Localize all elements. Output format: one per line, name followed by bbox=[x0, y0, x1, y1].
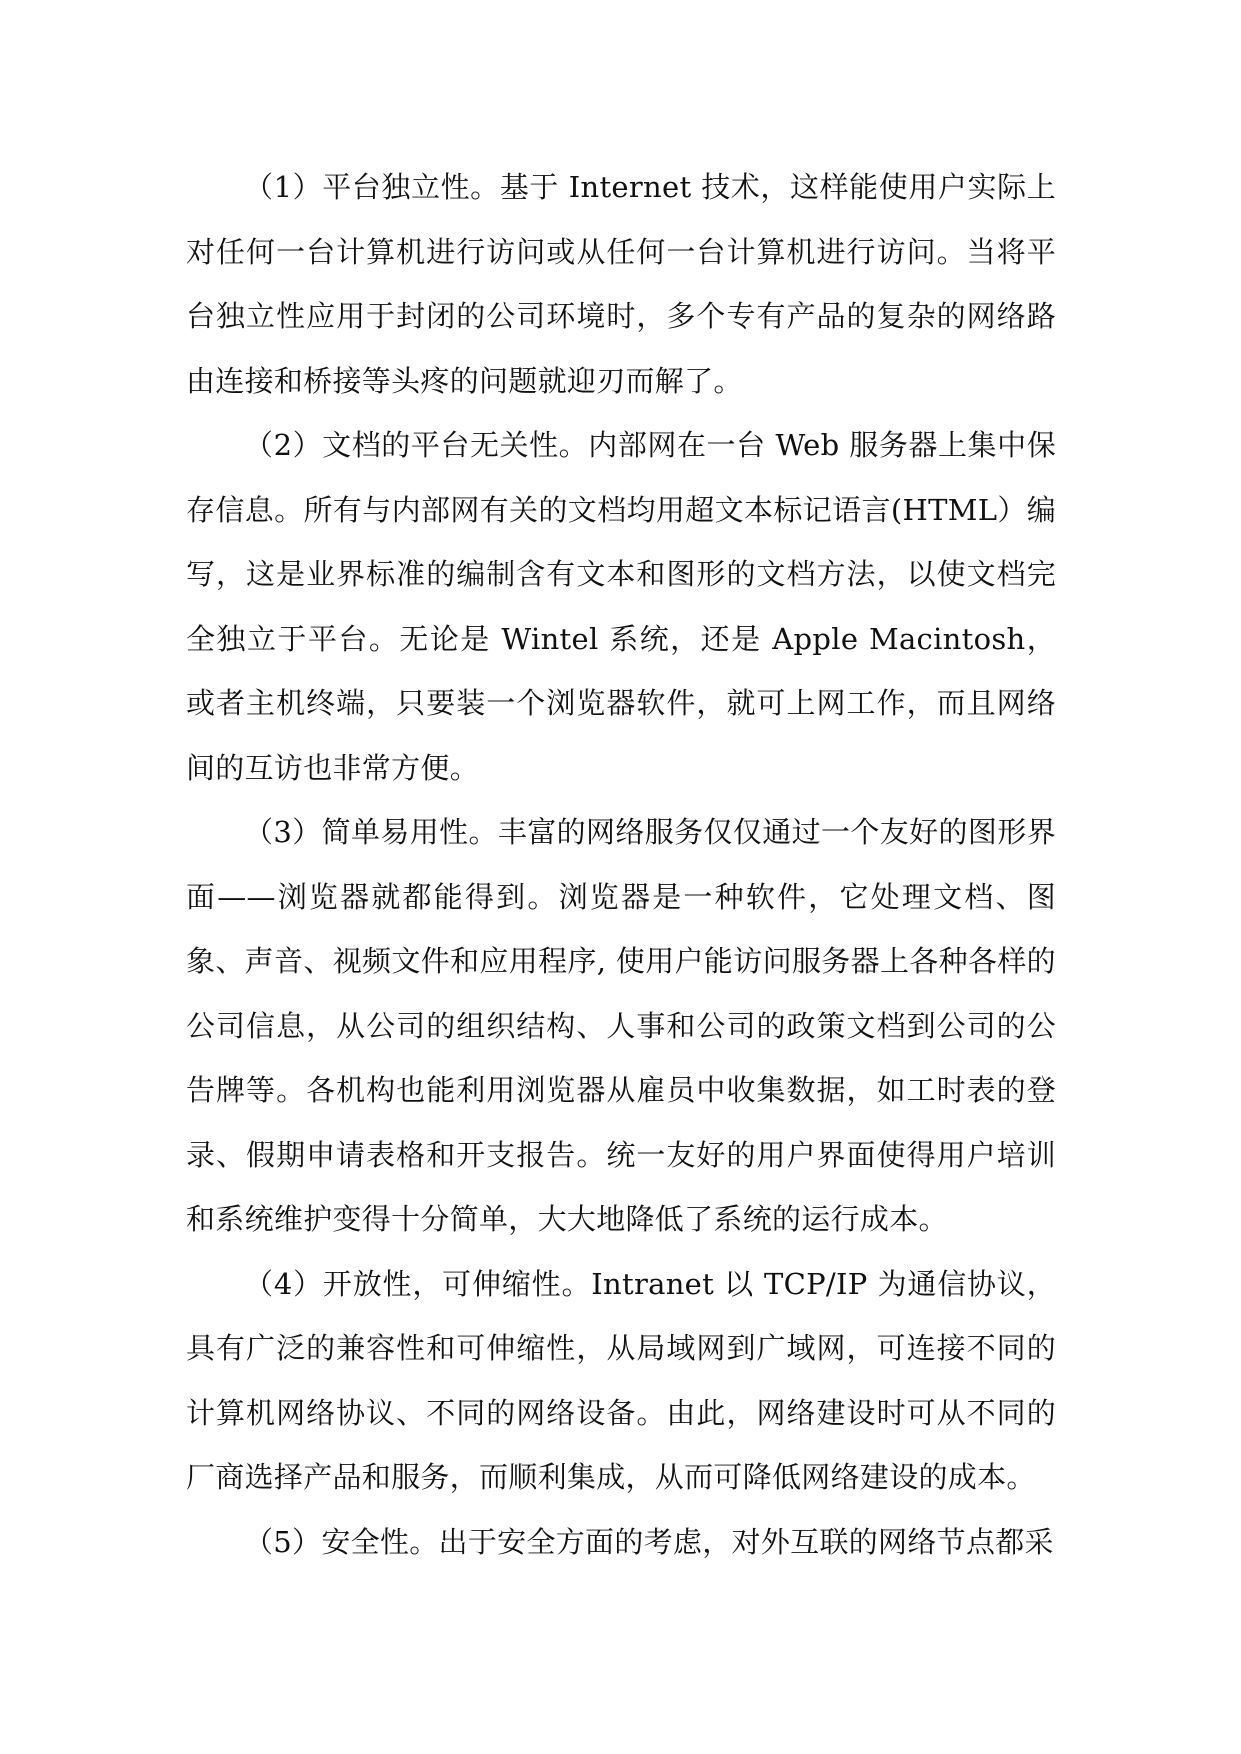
paragraph-security: （5）安全性。出于安全方面的考虑，对外互联的网络节点都采 bbox=[244, 1524, 1054, 1559]
paragraph-document-platform-independence: （2）文档的平台无关性。内部网在一台 Web 服务器上集中保存信息。所有与内部网有关的文档均用超文本标记语言(HTML）编写，这是业界标准的编制含有文本和图形的文档方法，以使文档完全独立于平台。无论是 Wintel 系统，还是 Apple Macintosh，或者主机终端，只要装一个浏览器软件，就可上网工作，而且网络间的互访也非常方便。 bbox=[186, 428, 1056, 785]
document-body bbox=[186, 155, 1056, 1574]
paragraph-platform-independence: （1）平台独立性。基于 Internet 技术，这样能使用户实际上对任何一台计算机进行访问或从任何一台计算机进行访问。当将平台独立性应用于封闭的公司环境时，多个专有产品的复杂的网络路由连接和桥接等头疼的问题就迎刃而解了。 bbox=[186, 170, 1056, 398]
paragraph-openness-scalability: （4）开放性，可伸缩性。Intranet 以 TCP/IP 为通信协议，具有广泛的兼容性和可伸缩性，从局域网到广域网，可连接不同的计算机网络协议、不同的网络设备。由此，网络建设时可从不同的厂商选择产品和服务，而顺利集成，从而可降低网络建设的成本。 bbox=[186, 1266, 1056, 1494]
paragraph-ease-of-use: （3）简单易用性。丰富的网络服务仅仅通过一个友好的图形界面——浏览器就都能得到。浏览器是一种软件，它处理文档、图象、声音、视频文件和应用程序, 使用户能访问服务器上各种各样的公司信息，从公司的组织结构、人事和公司的政策文档到公司的公告牌等。各机构也能利用浏览器从雇员中收集数据，如工时表的登录、假期申请表格和开支报告。统一友好的用户界面使得用户培训和系统维护变得十分简单，大大地降低了系统的运行成本。 bbox=[186, 815, 1056, 1236]
